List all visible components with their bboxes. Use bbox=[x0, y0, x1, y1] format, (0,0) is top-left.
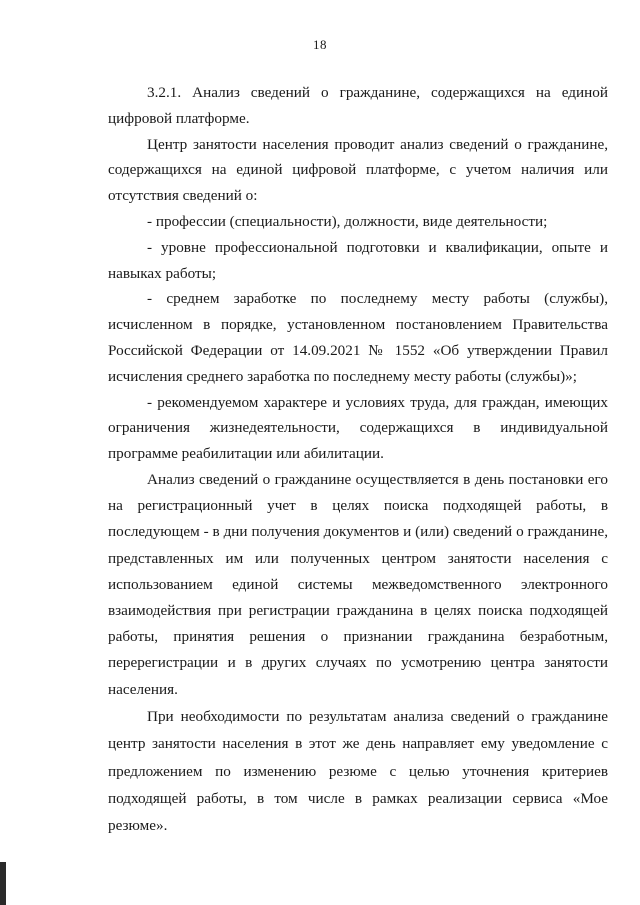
document-body bbox=[108, 80, 608, 840]
list-item-qualification: - уровне профессиональной подготовки и квалификации, опыте и навыках работы; bbox=[108, 238, 608, 282]
page-number: 18 bbox=[313, 37, 327, 52]
scan-edge-mark bbox=[0, 862, 6, 905]
paragraph-resume-notification: При необходимости по результатам анализа сведений о гражданине центр занятости населения в этот же день направляет ему уведомление с предложением по изменению резюме с целью уточнения критериев подходящей работы, в том числе в рамках реализации сервиса «Мое резюме». bbox=[108, 707, 608, 835]
paragraph-analysis-timing: Анализ сведений о гражданине осуществляется в день постановки его на регистрационный учет в целях поиска подходящей работы, в последующем - в дни получения документов и (или) сведений о гражданине, представленных им или полученных центром занятости населения с использованием единой системы межведомственного электронного взаимодействия при регистрации гражданина в целях поиска подходящей работы, принятия решения о признании гражданина безработным, перерегистрации и в других случаях по усмотрению центра занятости населения. bbox=[108, 470, 608, 698]
paragraph-analysis-intro: Центр занятости населения проводит анализ сведений о гражданине, содержащихся на единой цифровой платформе, с учетом наличия или отсутствия сведений о: bbox=[108, 135, 608, 205]
list-item-average-earnings: - среднем заработке по последнему месту работы (службы), исчисленном в порядке, установленном постановлением Правительства Российской Федерации от 14.09.2021 № 1552 «Об утверждении Правил исчисления среднего заработка по последнему месту работы (службы)»; bbox=[108, 290, 608, 385]
list-item-profession: - профессии (специальности), должности, виде деятельности; bbox=[147, 212, 548, 230]
paragraph-section-heading: 3.2.1. Анализ сведений о гражданине, содержащихся на единой цифровой платформе. bbox=[108, 84, 608, 127]
list-item-work-conditions: - рекомендуемом характере и условиях труда, для граждан, имеющих ограничения жизнедеятельности, содержащихся в индивидуальной программе реабилитации или абилитации. bbox=[108, 393, 608, 463]
